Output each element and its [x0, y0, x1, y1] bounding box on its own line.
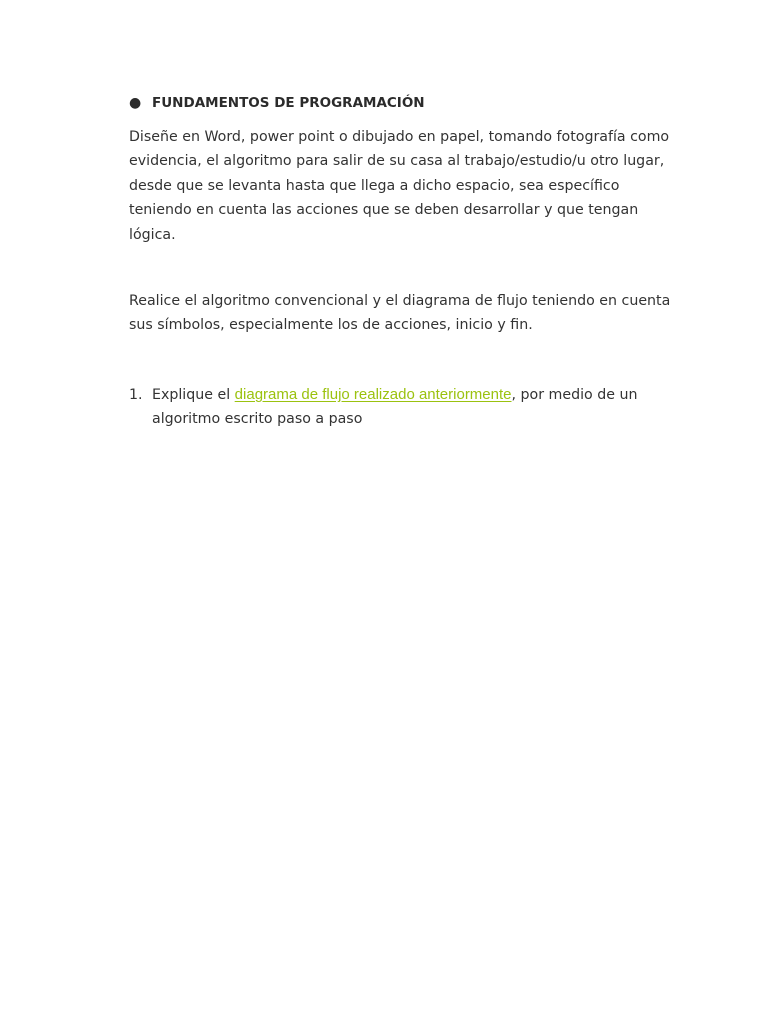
list-item-text-before-link: Explique el [152, 387, 235, 403]
task-paragraph: Realice el algoritmo convencional y el diagrama de flujo teniendo en cuenta sus símbolos, especialmente los de acciones, inicio y fin. [129, 293, 671, 334]
list-item-text-after-link: , por medio de un algoritmo escrito paso a paso [152, 387, 638, 428]
list-item-text [152, 383, 674, 432]
list-item [129, 383, 674, 432]
section-heading [129, 93, 669, 113]
flowchart-link[interactable]: diagrama de flujo realizado anteriormente [234, 386, 512, 403]
section-heading-text: FUNDAMENTOS DE PROGRAMACIÓN [152, 95, 425, 111]
bullet-icon: ● [129, 95, 142, 111]
list-item-number: 1. [129, 387, 143, 403]
instruction-paragraph: Diseñe en Word, power point o dibujado en papel, tomando fotografía como evidencia, el algoritmo para salir de su casa al trabajo/estudio/u otro lugar, desde que se levanta hasta que llega a dicho espacio, sea específico teniendo en cuenta las acciones que se deben desarrollar y que tengan lógica. [129, 129, 670, 243]
